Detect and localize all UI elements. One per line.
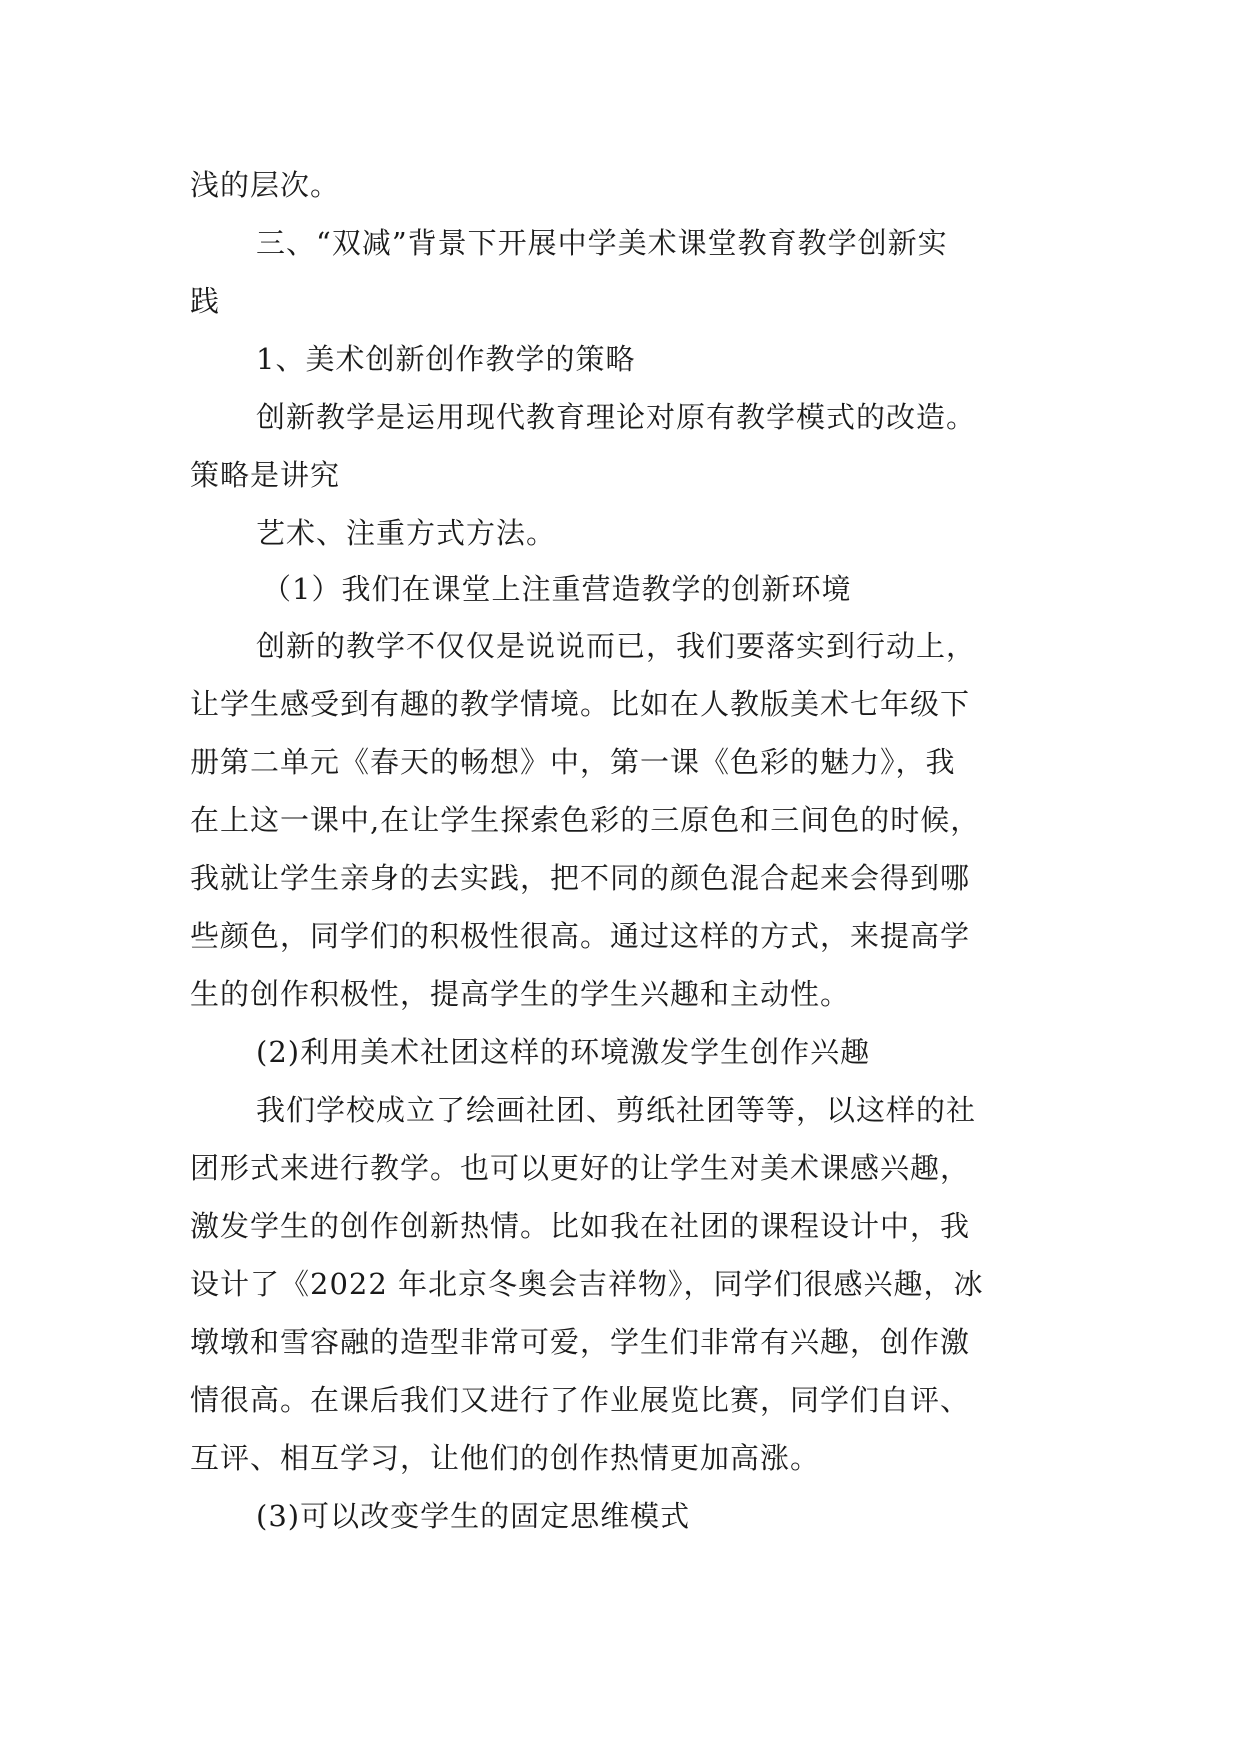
paragraph-line: 策略是讲究 [190,458,341,492]
subsection-heading: 1、美术创新创作教学的策略 [256,342,636,376]
list-item-heading: （1）我们在课堂上注重营造教学的创新环境 [262,572,852,606]
paragraph-line: 我就让学生亲身的去实践，把不同的颜色混合起来会得到哪 [190,861,971,895]
paragraph-line: 设计了《2022 年北京冬奥会吉祥物》，同学们很感兴趣，冰 [190,1267,984,1301]
paragraph-line: 创新教学是运用现代教育理论对原有教学模式的改造。 [256,400,977,434]
paragraph-line: 情很高。在课后我们又进行了作业展览比赛，同学们自评、 [190,1383,971,1417]
section-heading: 三、“双减”背景下开展中学美术课堂教育教学创新实 [256,226,948,260]
paragraph-line: 生的创作积极性，提高学生的学生兴趣和主动性。 [190,977,851,1011]
paragraph-line: 浅的层次。 [190,168,341,202]
paragraph-line: 我们学校成立了绘画社团、剪纸社团等等，以这样的社 [256,1093,977,1127]
paragraph-line: 激发学生的创作创新热情。比如我在社团的课程设计中，我 [190,1209,971,1243]
list-item-heading: (2)利用美术社团这样的环境激发学生创作兴趣 [256,1035,871,1069]
paragraph-line: 艺术、注重方式方法。 [256,516,557,550]
list-item-heading: (3)可以改变学生的固定思维模式 [256,1499,691,1533]
paragraph-line: 册第二单元《春天的畅想》中，第一课《色彩的魅力》，我 [190,745,956,779]
paragraph-line: 让学生感受到有趣的教学情境。比如在人教版美术七年级下 [190,687,971,721]
paragraph-line: 创新的教学不仅仅是说说而已，我们要落实到行动上， [256,629,977,663]
section-heading-continuation: 践 [190,284,221,318]
paragraph-line: 墩墩和雪容融的造型非常可爱，学生们非常有兴趣，创作激 [190,1325,971,1359]
paragraph-line: 团形式来进行教学。也可以更好的让学生对美术课感兴趣， [190,1151,971,1185]
paragraph-line: 互评、相互学习，让他们的创作热情更加高涨。 [190,1441,821,1475]
paragraph-line: 些颜色，同学们的积极性很高。通过这样的方式，来提高学 [190,919,971,953]
paragraph-line: 在上这一课中,在让学生探索色彩的三原色和三间色的时候， [190,803,981,837]
